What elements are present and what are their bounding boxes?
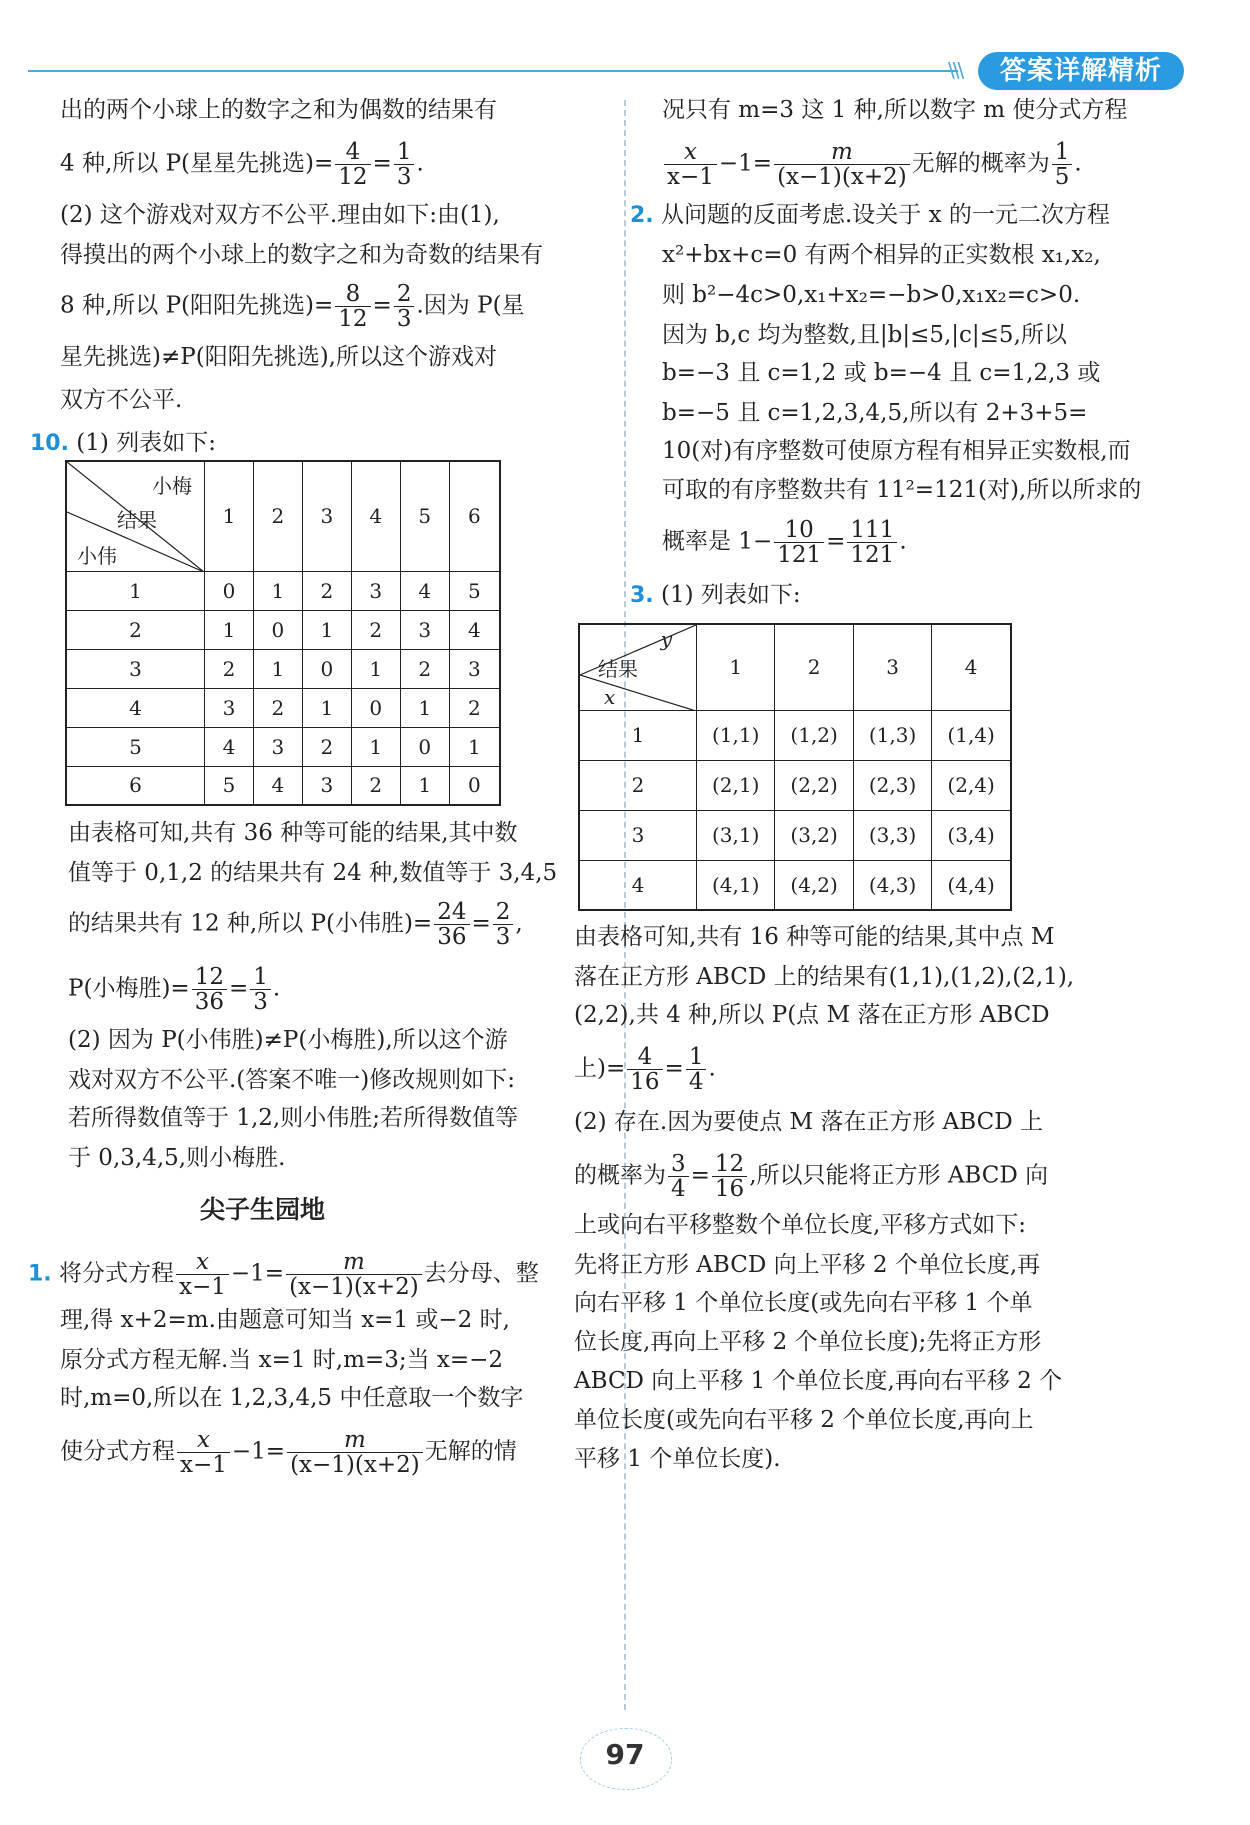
fraction: $\frac{1}{3}$ bbox=[394, 140, 415, 189]
table-row: 1 0 1 2 3 4 5 bbox=[66, 571, 500, 610]
table-2 bbox=[578, 623, 1012, 911]
text-line: 双方不公平. bbox=[60, 387, 183, 413]
text-line: 上)= $\frac{4}{16}$ = $\frac{1}{4}$ . bbox=[574, 1044, 716, 1095]
table-2-corner bbox=[579, 624, 697, 710]
fraction: $\frac{8}{12}$ bbox=[335, 282, 370, 331]
table-row: 6 5 4 3 2 1 0 bbox=[66, 766, 500, 805]
table-1-corner bbox=[66, 461, 205, 571]
text-line: 若所得数值等于 1,2,则小伟胜;若所得数值等 bbox=[68, 1105, 518, 1131]
fraction: $\frac{4}{16}$ bbox=[627, 1045, 662, 1094]
text-line: 8 种,所以 P(阳阳先挑选)= $\frac{8}{12}$ = $\frac{2}{3}$ .因为 P(星 bbox=[60, 281, 525, 332]
col-header: 2 bbox=[775, 624, 853, 710]
fraction: $\frac{2}{3}$ bbox=[493, 900, 514, 949]
question-2: 2. 从问题的反面考虑.设关于 x 的一元二次方程 bbox=[630, 202, 1110, 228]
question-number: 3. bbox=[630, 583, 654, 608]
page-number: 97 bbox=[605, 1738, 645, 1771]
text-line: 值等于 0,1,2 的结果共有 24 种,数值等于 3,4,5 bbox=[68, 860, 558, 886]
table-row: 2 1 0 1 2 3 4 bbox=[66, 610, 500, 649]
table-1 bbox=[65, 460, 501, 806]
text-line: P(小梅胜)= $\frac{12}{36}$ = $\frac{1}{3}$ . bbox=[68, 964, 281, 1015]
text-line: 得摸出的两个小球上的数字之和为奇数的结果有 bbox=[60, 242, 543, 268]
table-row: 3 2 1 0 1 2 3 bbox=[66, 649, 500, 688]
text-line: 可取的有序整数共有 11²=121(对),所以所求的 bbox=[662, 477, 1142, 503]
fraction: $\frac{12}{36}$ bbox=[192, 965, 227, 1014]
text-line: b=−5 且 c=1,2,3,4,5,所以有 2+3+5= bbox=[662, 400, 1088, 426]
text-line: 4 种,所以 P(星星先挑选)= $\frac{4}{12}$ = $\frac{1}{3}$ . bbox=[60, 139, 424, 190]
text-line: 落在正方形 ABCD 上的结果有(1,1),(1,2),(2,1), bbox=[574, 964, 1075, 990]
fraction: $\frac{x}{x-1}$ bbox=[176, 1250, 229, 1299]
question-1: 1. 将分式方程 $\frac{x}{x-1}$ −1= $\frac{m}{(x-1)(x+2)}$ 去分母、整 bbox=[28, 1249, 539, 1300]
fraction: $\frac{m}{(x-1)(x+2)}$ bbox=[287, 1428, 423, 1477]
table-row: 3 (3,1) (3,2) (3,3) (3,4) bbox=[579, 810, 1011, 860]
text-line: 的概率为 $\frac{3}{4}$ = $\frac{12}{16}$ ,所以只能将正方形 ABCD 向 bbox=[574, 1151, 1049, 1202]
col-header: 3 bbox=[302, 461, 351, 571]
header-badge: 答案详解精析 bbox=[978, 52, 1184, 90]
fraction: $\frac{2}{3}$ bbox=[394, 282, 415, 331]
col-header: 1 bbox=[205, 461, 254, 571]
col-header: 3 bbox=[853, 624, 931, 710]
text-line: 况只有 m=3 这 1 种,所以数字 m 使分式方程 bbox=[662, 97, 1128, 123]
text-line: ABCD 向上平移 1 个单位长度,再向右平移 2 个 bbox=[574, 1368, 1063, 1394]
fraction: $\frac{10}{121}$ bbox=[774, 518, 824, 567]
text-line: 使分式方程 $\frac{x}{x-1}$ −1= $\frac{m}{(x-1)(x+2)}$ 无解的情 bbox=[60, 1427, 517, 1478]
text-line: 理,得 x+2=m.由题意可知当 x=1 或−2 时, bbox=[60, 1307, 510, 1333]
text-line: (2,2),共 4 种,所以 P(点 M 落在正方形 ABCD bbox=[574, 1002, 1050, 1028]
table-row: 4 (4,1) (4,2) (4,3) (4,4) bbox=[579, 860, 1011, 910]
text-line: 戏对双方不公平.(答案不唯一)修改规则如下: bbox=[68, 1067, 516, 1093]
table-row: 4 3 2 1 0 1 2 bbox=[66, 688, 500, 727]
fraction: $\frac{1}{4}$ bbox=[686, 1045, 707, 1094]
text-line: 概率是 1− $\frac{10}{121}$ = $\frac{111}{121}$ . bbox=[662, 517, 907, 568]
col-header: 4 bbox=[351, 461, 400, 571]
text-line: 平移 1 个单位长度). bbox=[574, 1446, 781, 1472]
fraction: $\frac{24}{36}$ bbox=[434, 900, 469, 949]
col-header: 5 bbox=[400, 461, 449, 571]
table-row: 2 (2,1) (2,2) (2,3) (2,4) bbox=[579, 760, 1011, 810]
text-line: x²+bx+c=0 有两个相异的正实数根 x₁,x₂, bbox=[662, 242, 1101, 268]
col-header: 4 bbox=[932, 624, 1011, 710]
question-10: 10. (1) 列表如下: bbox=[30, 430, 216, 456]
header-rule bbox=[28, 70, 958, 72]
section-heading: 尖子生园地 bbox=[200, 1195, 326, 1224]
text-line: 位长度,再向上平移 2 个单位长度);先将正方形 bbox=[574, 1329, 1042, 1355]
header-ticks: \\\ bbox=[948, 58, 963, 82]
corner-label-top: y bbox=[660, 627, 672, 651]
text-line: 星先挑选)≠P(阳阳先挑选),所以这个游戏对 bbox=[60, 344, 497, 370]
text-line: 时,m=0,所以在 1,2,3,4,5 中任意取一个数字 bbox=[60, 1385, 524, 1411]
table-row: 5 4 3 2 1 0 1 bbox=[66, 727, 500, 766]
text-line: 先将正方形 ABCD 向上平移 2 个单位长度,再 bbox=[574, 1252, 1041, 1278]
question-number: 2. bbox=[630, 203, 654, 228]
fraction: $\frac{x}{x-1}$ bbox=[177, 1428, 230, 1477]
fraction: $\frac{111}{121}$ bbox=[847, 518, 897, 567]
col-header: 6 bbox=[449, 461, 500, 571]
text-line: 由表格可知,共有 36 种等可能的结果,其中数 bbox=[68, 820, 518, 846]
text-line: 向右平移 1 个单位长度(或先向右平移 1 个单 bbox=[574, 1290, 1033, 1316]
text-line: 原分式方程无解.当 x=1 时,m=3;当 x=−2 bbox=[60, 1347, 504, 1373]
text-line: (2) 存在.因为要使点 M 落在正方形 ABCD 上 bbox=[574, 1109, 1043, 1135]
corner-label-bottom: 小伟 bbox=[77, 544, 117, 568]
text-line: 10(对)有序整数可使原方程有相异正实数根,而 bbox=[662, 438, 1131, 464]
fraction: $\frac{4}{12}$ bbox=[335, 140, 370, 189]
fraction: $\frac{m}{(x-1)(x+2)}$ bbox=[286, 1250, 422, 1299]
fraction: $\frac{12}{16}$ bbox=[712, 1152, 747, 1201]
text-line: 的结果共有 12 种,所以 P(小伟胜)= $\frac{24}{36}$ = $\frac{2}{3}$ , bbox=[68, 899, 523, 950]
text-line: 单位长度(或先向右平移 2 个单位长度,再向上 bbox=[574, 1407, 1034, 1433]
text-line: 出的两个小球上的数字之和为偶数的结果有 bbox=[60, 97, 497, 123]
corner-label-mid: 结果 bbox=[117, 508, 157, 532]
fraction: $\frac{x}{x-1}$ bbox=[664, 140, 717, 189]
fraction: $\frac{3}{4}$ bbox=[668, 1152, 689, 1201]
fraction: $\frac{1}{5}$ bbox=[1052, 140, 1073, 189]
text-line: (2) 因为 P(小伟胜)≠P(小梅胜),所以这个游 bbox=[68, 1027, 508, 1053]
text-line: 上或向右平移整数个单位长度,平移方式如下: bbox=[574, 1212, 1027, 1238]
table-row: 1 (1,1) (1,2) (1,3) (1,4) bbox=[579, 710, 1011, 760]
col-header: 2 bbox=[253, 461, 302, 571]
text-line: 由表格可知,共有 16 种等可能的结果,其中点 M bbox=[574, 924, 1055, 950]
text-line: 则 b²−4c>0,x₁+x₂=−b>0,x₁x₂=c>0. bbox=[662, 282, 1081, 308]
corner-label-bottom: x bbox=[604, 685, 616, 709]
text-line: $\frac{x}{x-1}$ −1= $\frac{m}{(x-1)(x+2)}$ 无解的概率为 $\frac{1}{5}$ . bbox=[662, 140, 1082, 189]
col-header: 1 bbox=[697, 624, 775, 710]
question-number: 10. bbox=[30, 431, 69, 456]
text-line: 于 0,3,4,5,则小梅胜. bbox=[68, 1145, 286, 1171]
question-3: 3. (1) 列表如下: bbox=[630, 582, 801, 608]
corner-label-mid: 结果 bbox=[598, 657, 638, 681]
text-line: (2) 这个游戏对双方不公平.理由如下:由(1), bbox=[60, 202, 500, 228]
text-line: 因为 b,c 均为整数,且|b|≤5,|c|≤5,所以 bbox=[662, 322, 1067, 348]
corner-label-top: 小梅 bbox=[152, 474, 192, 498]
question-number: 1. bbox=[28, 1261, 52, 1287]
fraction: $\frac{m}{(x-1)(x+2)}$ bbox=[774, 140, 910, 189]
text-line: b=−3 且 c=1,2 或 b=−4 且 c=1,2,3 或 bbox=[662, 360, 1101, 386]
fraction: $\frac{1}{3}$ bbox=[250, 965, 271, 1014]
